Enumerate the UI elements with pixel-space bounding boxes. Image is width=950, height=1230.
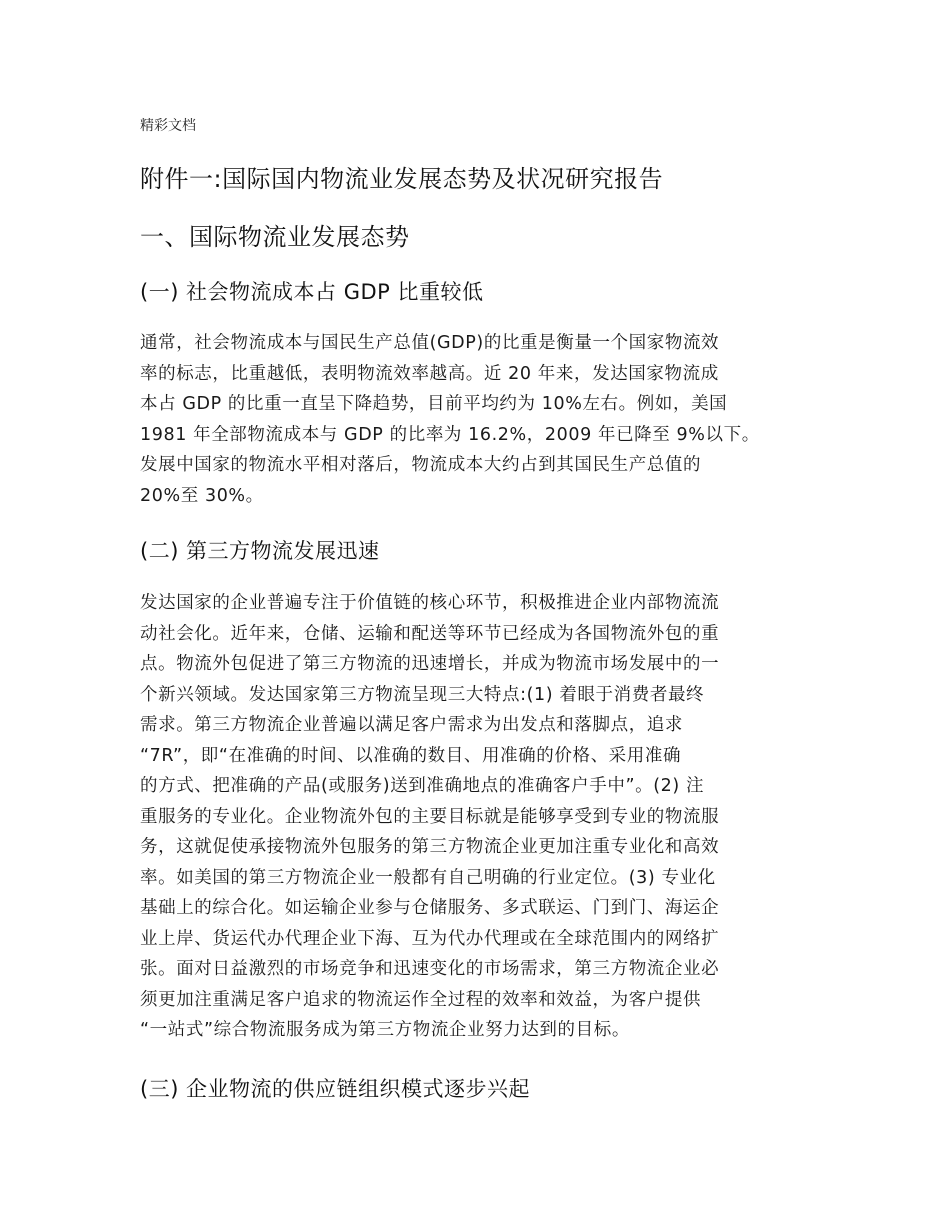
paragraph-line: 率。如美国的第三方物流企业一般都有自己明确的行业定位。(3) 专业化 — [140, 867, 716, 888]
subheading-2: (二) 第三方物流发展迅速 — [140, 539, 380, 563]
paragraph-line: “7R”，即“在准确的时间、以准确的数目、用准确的价格、采用准确 — [140, 745, 682, 766]
paragraph-2 — [140, 588, 830, 1046]
paragraph-line: 个新兴领域。发达国家第三方物流呈现三大特点:(1) 着眼于消费者最终 — [140, 684, 705, 705]
subheading-3: (三) 企业物流的供应链组织模式逐步兴起 — [140, 1077, 531, 1101]
section-heading: 一、国际物流业发展态势 — [140, 223, 410, 251]
paragraph-line: “一站式”综合物流服务成为第三方物流企业努力达到的目标。 — [140, 1020, 630, 1040]
paragraph-line: 基础上的综合化。如运输企业参与仓储服务、多式联运、门到门、海运企 — [140, 898, 720, 918]
paragraph-1 — [140, 328, 830, 511]
paragraph-line: 本占 GDP 的比重一直呈下降趋势，目前平均约为 10%左右。例如，美国 — [140, 394, 728, 414]
paragraph-line: 发展中国家的物流水平相对落后，物流成本大约占到其国民生产总值的 — [140, 455, 702, 475]
paragraph-line: 通常，社会物流成本与国民生产总值(GDP)的比重是衡量一个国家物流效 — [140, 333, 720, 353]
paragraph-line: 张。面对日益激烈的市场竞争和迅速变化的市场需求，第三方物流企业必 — [140, 959, 720, 979]
paragraph-line: 重服务的专业化。企业物流外包的主要目标就是能够享受到专业的物流服 — [140, 806, 720, 827]
paragraph-line: 须更加注重满足客户追求的物流运作全过程的效率和效益，为客户提供 — [140, 989, 702, 1010]
header-label: 精彩文档 — [140, 118, 196, 134]
paragraph-line: 率的标志，比重越低，表明物流效率越高。近 20 年来，发达国家物流成 — [140, 363, 719, 384]
paragraph-line: 发达国家的企业普遍专注于价值链的核心环节，积极推进企业内部物流流 — [140, 593, 720, 613]
paragraph-line: 业上岸、货运代办代理企业下海、互为代办代理或在全球范围内的网络扩 — [140, 928, 720, 949]
paragraph-line: 20%至 30%。 — [140, 485, 264, 506]
paragraph-line: 务，这就促使承接物流外包服务的第三方物流企业更加注重专业化和高效 — [140, 837, 720, 857]
document-title: 附件一:国际国内物流业发展态势及状况研究报告 — [140, 165, 664, 193]
paragraph-line: 1981 年全部物流成本与 GDP 的比率为 16.2%，2009 年已降至 9%以下。 — [140, 424, 760, 445]
paragraph-line: 需求。第三方物流企业普遍以满足客户需求为出发点和落脚点，追求 — [140, 715, 683, 735]
paragraph-line: 的方式、把准确的产品(或服务)送到准确地点的准确客户手中”。(2) 注 — [140, 776, 705, 796]
paragraph-line: 动社会化。近年来，仓储、运输和配送等环节已经成为各国物流外包的重 — [140, 623, 720, 644]
subheading-1: (一) 社会物流成本占 GDP 比重较低 — [140, 280, 484, 304]
paragraph-line: 点。物流外包促进了第三方物流的迅速增长，并成为物流市场发展中的一 — [140, 654, 720, 674]
